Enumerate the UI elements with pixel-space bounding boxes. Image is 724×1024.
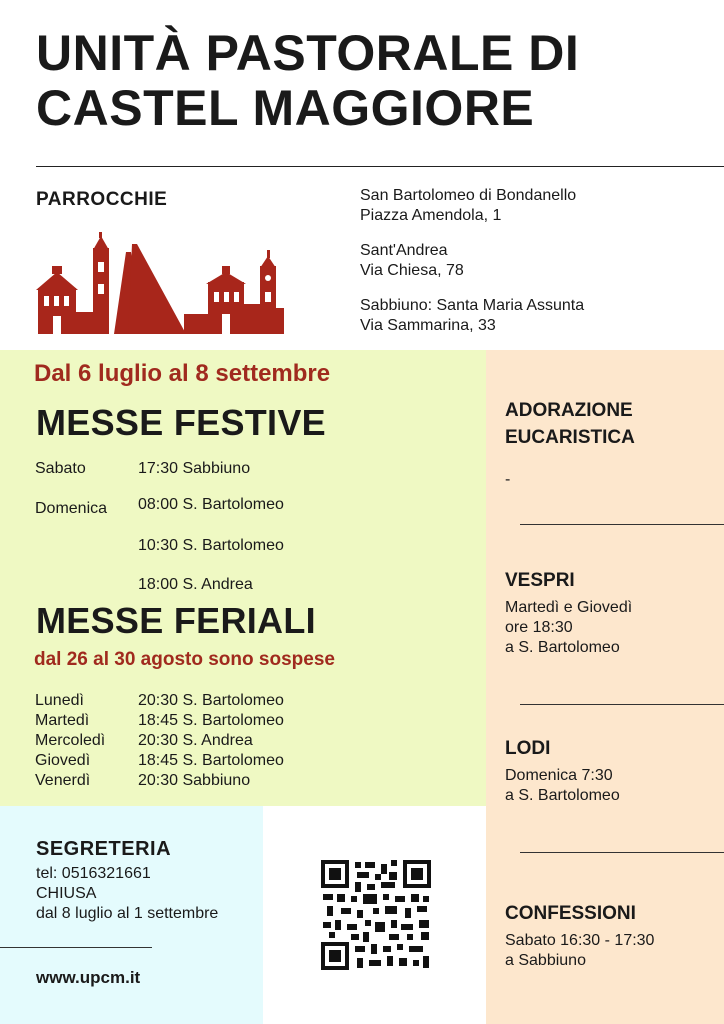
qr-code-icon[interactable] bbox=[321, 860, 431, 970]
suspension-notice: dal 26 al 30 agosto sono sospese bbox=[34, 649, 335, 670]
parish-name: San Bartolomeo di Bondanello bbox=[360, 187, 577, 204]
adoration-text: - bbox=[505, 471, 511, 488]
confessions-details bbox=[505, 931, 654, 971]
festive-day: Domenica bbox=[35, 500, 108, 517]
sidebar-divider bbox=[520, 852, 724, 853]
title-line-1: UNITÀ PASTORALE DI bbox=[36, 25, 580, 81]
weekday-day: Mercoledì bbox=[35, 732, 106, 749]
weekday-day: Venerdì bbox=[35, 772, 91, 789]
churches-skyline-icon bbox=[36, 232, 284, 338]
festive-day: Sabato bbox=[35, 460, 86, 477]
parish-name: Sabbiuno: Santa Maria Assunta bbox=[360, 297, 585, 314]
weekday-mass: 18:45 S. Bartolomeo bbox=[138, 712, 284, 729]
weekday-mass: 18:45 S. Bartolomeo bbox=[138, 752, 284, 769]
festive-mass: 08:00 S. Bartolomeo bbox=[138, 496, 284, 513]
festive-mass: 18:00 S. Andrea bbox=[138, 576, 253, 593]
secretariat-phone[interactable]: tel: 0516321661 bbox=[36, 865, 151, 882]
secretariat-divider bbox=[0, 947, 152, 948]
confessions-title: CONFESSIONI bbox=[505, 903, 636, 924]
vespers-line: Martedì e Giovedì bbox=[505, 599, 633, 616]
parish-sabbiuno bbox=[360, 296, 584, 336]
weekday-day: Lunedì bbox=[35, 692, 84, 709]
lauds-line: a S. Bartolomeo bbox=[505, 787, 620, 804]
secretariat-closed-dates: dal 8 luglio al 1 settembre bbox=[36, 905, 219, 922]
confessions-line: a Sabbiuno bbox=[505, 952, 586, 969]
adoration-title-line-2: EUCARISTICA bbox=[505, 427, 635, 448]
secretariat-title: SEGRETERIA bbox=[36, 838, 172, 860]
page-title bbox=[36, 26, 579, 136]
parish-address: Via Chiesa, 78 bbox=[360, 262, 464, 279]
parish-sant-andrea bbox=[360, 241, 464, 281]
title-line-2: CASTEL MAGGIORE bbox=[36, 80, 535, 136]
secretariat-closed-label: CHIUSA bbox=[36, 885, 97, 902]
vespers-title: VESPRI bbox=[505, 570, 575, 591]
weekday-day: Martedì bbox=[35, 712, 90, 729]
parish-san-bartolomeo bbox=[360, 186, 576, 226]
festive-mass: 10:30 S. Bartolomeo bbox=[138, 537, 284, 554]
vespers-line: a S. Bartolomeo bbox=[505, 639, 620, 656]
weekday-mass: 20:30 S. Andrea bbox=[138, 732, 253, 749]
adoration-title bbox=[505, 397, 635, 451]
weekday-mass: 20:30 Sabbiuno bbox=[138, 772, 251, 789]
weekday-mass: 20:30 S. Bartolomeo bbox=[138, 692, 284, 709]
adoration-title-line-1: ADORAZIONE bbox=[505, 400, 633, 421]
confessions-line: Sabato 16:30 - 17:30 bbox=[505, 932, 655, 949]
lauds-line: Domenica 7:30 bbox=[505, 767, 613, 784]
parish-address: Via Sammarina, 33 bbox=[360, 317, 496, 334]
parish-name: Sant'Andrea bbox=[360, 242, 448, 259]
weekday-masses-title: MESSE FERIALI bbox=[36, 600, 316, 641]
sidebar-divider bbox=[520, 704, 724, 705]
parishes-label: PARROCCHIE bbox=[36, 189, 168, 210]
summer-date-range: Dal 6 luglio al 8 settembre bbox=[34, 360, 331, 387]
lauds-title: LODI bbox=[505, 738, 551, 759]
parish-address: Piazza Amendola, 1 bbox=[360, 207, 502, 224]
vespers-details bbox=[505, 598, 632, 658]
festive-masses-title: MESSE FESTIVE bbox=[36, 402, 326, 443]
website-link[interactable]: www.upcm.it bbox=[36, 968, 141, 987]
sidebar-divider bbox=[520, 524, 724, 525]
lauds-details bbox=[505, 766, 620, 806]
header-divider bbox=[36, 166, 724, 167]
festive-mass: 17:30 Sabbiuno bbox=[138, 460, 251, 477]
weekday-day: Giovedì bbox=[35, 752, 91, 769]
vespers-line: ore 18:30 bbox=[505, 619, 573, 636]
